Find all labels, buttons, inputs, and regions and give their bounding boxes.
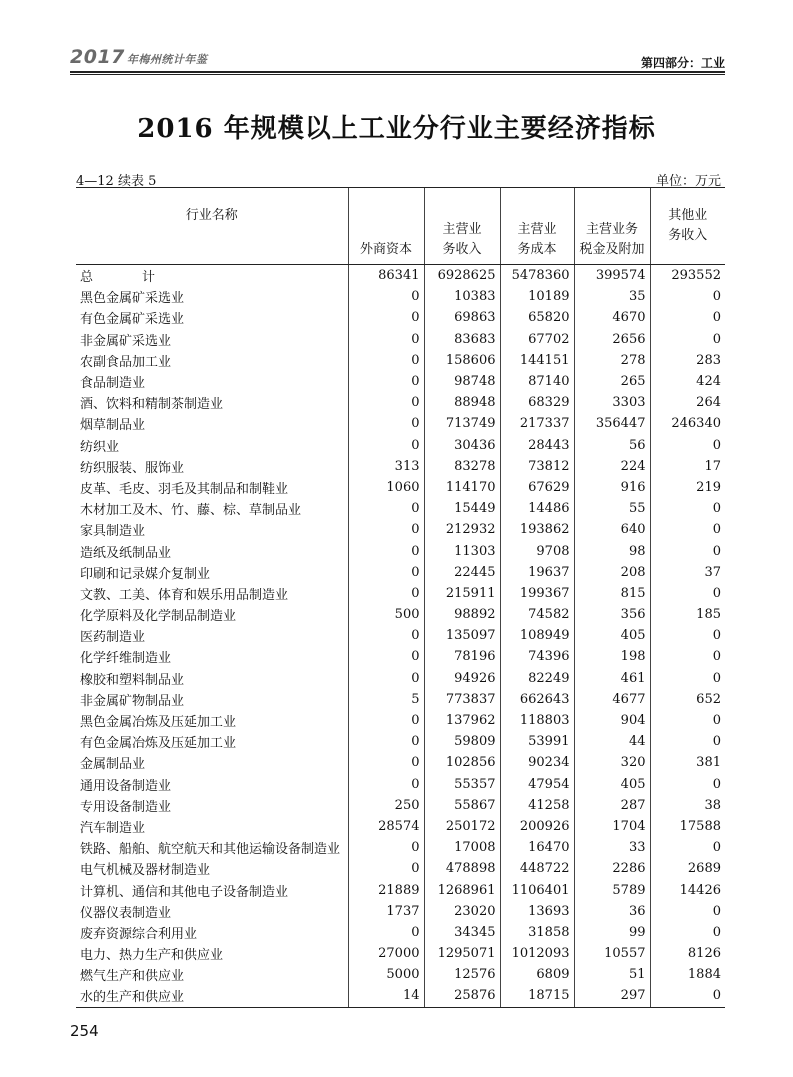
- value-cell: 12576: [424, 964, 500, 985]
- value-cell: 0: [348, 286, 424, 307]
- col-header-main-cost: 主营业 务成本: [500, 188, 574, 265]
- value-cell: 0: [348, 562, 424, 583]
- value-cell: 287: [574, 795, 650, 816]
- value-cell: 67702: [500, 329, 574, 350]
- page-title: 2016 年规模以上工业分行业主要经济指标: [137, 114, 656, 144]
- value-cell: 448722: [500, 858, 574, 879]
- industry-name-cell: 纺织服装、服饰业: [80, 460, 185, 476]
- value-cell: 0: [650, 583, 725, 604]
- value-cell: 2656: [574, 329, 650, 350]
- page-number: 254: [70, 1022, 99, 1040]
- table-row: [76, 625, 725, 646]
- value-cell: 215911: [424, 583, 500, 604]
- industry-name-cell: 汽车制造业: [80, 820, 146, 836]
- value-cell: 55867: [424, 795, 500, 816]
- table-body: [76, 265, 725, 1008]
- industry-name-cell: 专用设备制造业: [80, 799, 172, 815]
- value-cell: 114170: [424, 477, 500, 498]
- industry-name-cell: 医药制造业: [80, 630, 146, 646]
- value-cell: 652: [650, 689, 725, 710]
- value-cell: 0: [348, 371, 424, 392]
- value-cell: 55357: [424, 774, 500, 795]
- yearbook-name: 年梅州统计年鉴: [126, 53, 208, 66]
- value-cell: 0: [348, 583, 424, 604]
- industry-name-cell: 印刷和记录媒介复制业: [80, 566, 211, 582]
- value-cell: 0: [348, 710, 424, 731]
- value-cell: 28443: [500, 435, 574, 456]
- value-cell: 0: [650, 329, 725, 350]
- value-cell: 224: [574, 456, 650, 477]
- industry-name-cell: 酒、饮料和精制茶制造业: [80, 397, 224, 413]
- value-cell: 0: [650, 519, 725, 540]
- value-cell: 0: [348, 435, 424, 456]
- value-cell: 51: [574, 964, 650, 985]
- value-cell: 11303: [424, 540, 500, 561]
- value-cell: 904: [574, 710, 650, 731]
- header-rule-thin: [70, 74, 725, 75]
- table-row: [76, 901, 725, 922]
- table-row: [76, 858, 725, 879]
- value-cell: 5: [348, 689, 424, 710]
- col-header-industry: 行业名称: [76, 188, 348, 265]
- value-cell: 0: [348, 752, 424, 773]
- industry-name-cell: 燃气生产和供应业: [80, 969, 185, 985]
- value-cell: 0: [650, 307, 725, 328]
- value-cell: 18715: [500, 985, 574, 1007]
- industry-name-cell: 仪器仪表制造业: [80, 905, 172, 921]
- header-rule-thick: [70, 71, 725, 73]
- value-cell: 0: [650, 498, 725, 519]
- value-cell: 1737: [348, 901, 424, 922]
- value-cell: 10189: [500, 286, 574, 307]
- industry-name-cell: 废弃资源综合利用业: [80, 926, 198, 942]
- value-cell: 356: [574, 604, 650, 625]
- value-cell: 0: [650, 774, 725, 795]
- value-cell: 1704: [574, 816, 650, 837]
- value-cell: 0: [650, 625, 725, 646]
- page-header: [70, 46, 725, 72]
- value-cell: 0: [348, 392, 424, 413]
- value-cell: 5789: [574, 879, 650, 900]
- col-header-main-revenue: 主营业 务收入: [424, 188, 500, 265]
- value-cell: 185: [650, 604, 725, 625]
- table-row: [76, 265, 725, 287]
- value-cell: 3303: [574, 392, 650, 413]
- table-row: [76, 837, 725, 858]
- value-cell: 381: [650, 752, 725, 773]
- value-cell: 264: [650, 392, 725, 413]
- table-row: [76, 540, 725, 561]
- value-cell: 461: [574, 668, 650, 689]
- table-row: [76, 752, 725, 773]
- value-cell: 16470: [500, 837, 574, 858]
- table-row: [76, 583, 725, 604]
- value-cell: 41258: [500, 795, 574, 816]
- value-cell: 0: [650, 985, 725, 1007]
- value-cell: 212932: [424, 519, 500, 540]
- value-cell: 0: [348, 646, 424, 667]
- table-row: [76, 498, 725, 519]
- industry-name-cell: 通用设备制造业: [80, 778, 172, 794]
- value-cell: 78196: [424, 646, 500, 667]
- value-cell: 4677: [574, 689, 650, 710]
- value-cell: 90234: [500, 752, 574, 773]
- value-cell: 713749: [424, 413, 500, 434]
- value-cell: 773837: [424, 689, 500, 710]
- table-row: [76, 922, 725, 943]
- value-cell: 0: [650, 837, 725, 858]
- industry-name-cell: 造纸及纸制品业: [80, 545, 172, 561]
- value-cell: 0: [348, 922, 424, 943]
- value-cell: 33: [574, 837, 650, 858]
- industry-name-cell: 木材加工及木、竹、藤、棕、草制品业: [80, 503, 302, 519]
- industry-name-cell: 水的生产和供应业: [76, 985, 348, 1007]
- value-cell: 14486: [500, 498, 574, 519]
- value-cell: 0: [650, 731, 725, 752]
- value-cell: 200926: [500, 816, 574, 837]
- value-cell: 1060: [348, 477, 424, 498]
- value-cell: 73812: [500, 456, 574, 477]
- table-row: [76, 477, 725, 498]
- table-row: [76, 519, 725, 540]
- value-cell: 313: [348, 456, 424, 477]
- industry-name-cell: 非金属矿物制品业: [80, 693, 185, 709]
- value-cell: 297: [574, 985, 650, 1007]
- industry-name-cell: 家具制造业: [80, 524, 146, 540]
- value-cell: 55: [574, 498, 650, 519]
- industry-name-cell: 电力、热力生产和供应业: [80, 948, 224, 964]
- value-cell: 0: [348, 413, 424, 434]
- value-cell: 246340: [650, 413, 725, 434]
- value-cell: 23020: [424, 901, 500, 922]
- value-cell: 199367: [500, 583, 574, 604]
- value-cell: 0: [348, 625, 424, 646]
- industry-name-cell: 食品制造业: [80, 376, 146, 392]
- value-cell: 25876: [424, 985, 500, 1007]
- industry-name-cell: 文教、工美、体育和娱乐用品制造业: [80, 587, 289, 603]
- value-cell: 37: [650, 562, 725, 583]
- value-cell: 56: [574, 435, 650, 456]
- table-row: [76, 413, 725, 434]
- value-cell: 0: [650, 540, 725, 561]
- industry-name-cell: 非金属矿采选业: [80, 333, 172, 349]
- industry-name-cell: 金属制品业: [80, 757, 146, 773]
- table-row: [76, 879, 725, 900]
- value-cell: 208: [574, 562, 650, 583]
- industry-name-cell: 总 计: [80, 270, 174, 286]
- col-header-foreign-capital: 外商资本: [348, 188, 424, 265]
- value-cell: 478898: [424, 858, 500, 879]
- value-cell: 94926: [424, 668, 500, 689]
- value-cell: 0: [348, 329, 424, 350]
- value-cell: 14: [348, 985, 424, 1007]
- table-row: [76, 774, 725, 795]
- industry-name-cell: 化学原料及化学制品制造业: [80, 609, 237, 625]
- table-row: [76, 795, 725, 816]
- value-cell: 102856: [424, 752, 500, 773]
- value-cell: 283: [650, 350, 725, 371]
- value-cell: 17588: [650, 816, 725, 837]
- value-cell: 83683: [424, 329, 500, 350]
- value-cell: 69863: [424, 307, 500, 328]
- value-cell: 158606: [424, 350, 500, 371]
- value-cell: 0: [650, 435, 725, 456]
- value-cell: 27000: [348, 943, 424, 964]
- value-cell: 0: [650, 710, 725, 731]
- value-cell: 30436: [424, 435, 500, 456]
- value-cell: 0: [348, 774, 424, 795]
- value-cell: 0: [348, 307, 424, 328]
- table-row: [76, 562, 725, 583]
- industry-name-cell: 橡胶和塑料制品业: [80, 672, 185, 688]
- value-cell: 0: [650, 901, 725, 922]
- value-cell: 0: [650, 668, 725, 689]
- value-cell: 1106401: [500, 879, 574, 900]
- table-row: [76, 985, 725, 1007]
- table-row: [76, 816, 725, 837]
- value-cell: 53991: [500, 731, 574, 752]
- value-cell: 0: [650, 286, 725, 307]
- value-cell: 17: [650, 456, 725, 477]
- value-cell: 74582: [500, 604, 574, 625]
- value-cell: 98892: [424, 604, 500, 625]
- table-row: [76, 731, 725, 752]
- value-cell: 137962: [424, 710, 500, 731]
- table-id: 4—12 续表 5: [76, 174, 157, 189]
- value-cell: 17008: [424, 837, 500, 858]
- value-cell: 36: [574, 901, 650, 922]
- table-row: [76, 604, 725, 625]
- table-row: [76, 435, 725, 456]
- value-cell: 640: [574, 519, 650, 540]
- indicator-table: [76, 187, 725, 1008]
- value-cell: 0: [348, 350, 424, 371]
- value-cell: 500: [348, 604, 424, 625]
- value-cell: 0: [348, 731, 424, 752]
- value-cell: 59809: [424, 731, 500, 752]
- value-cell: 1012093: [500, 943, 574, 964]
- value-cell: 118803: [500, 710, 574, 731]
- industry-name-cell: 铁路、船舶、航空航天和其他运输设备制造业: [80, 842, 341, 858]
- value-cell: 1295071: [424, 943, 500, 964]
- value-cell: 83278: [424, 456, 500, 477]
- value-cell: 2689: [650, 858, 725, 879]
- value-cell: 916: [574, 477, 650, 498]
- value-cell: 98: [574, 540, 650, 561]
- table-row: [76, 964, 725, 985]
- value-cell: 98748: [424, 371, 500, 392]
- value-cell: 14426: [650, 879, 725, 900]
- table-row: [76, 329, 725, 350]
- value-cell: 22445: [424, 562, 500, 583]
- value-cell: 405: [574, 774, 650, 795]
- value-cell: 44: [574, 731, 650, 752]
- value-cell: 108949: [500, 625, 574, 646]
- value-cell: 99: [574, 922, 650, 943]
- value-cell: 399574: [574, 265, 650, 287]
- value-cell: 68329: [500, 392, 574, 413]
- value-cell: 135097: [424, 625, 500, 646]
- value-cell: 198: [574, 646, 650, 667]
- value-cell: 250172: [424, 816, 500, 837]
- value-cell: 0: [650, 646, 725, 667]
- value-cell: 144151: [500, 350, 574, 371]
- value-cell: 0: [348, 668, 424, 689]
- value-cell: 219: [650, 477, 725, 498]
- industry-name-cell: 有色金属矿采选业: [80, 312, 185, 328]
- value-cell: 8126: [650, 943, 725, 964]
- value-cell: 74396: [500, 646, 574, 667]
- value-cell: 6928625: [424, 265, 500, 287]
- value-cell: 15449: [424, 498, 500, 519]
- value-cell: 2286: [574, 858, 650, 879]
- value-cell: 278: [574, 350, 650, 371]
- col-header-other-revenue: 其他业 务收入: [650, 188, 725, 265]
- value-cell: 320: [574, 752, 650, 773]
- value-cell: 88948: [424, 392, 500, 413]
- value-cell: 217337: [500, 413, 574, 434]
- industry-name-cell: 烟草制品业: [80, 418, 146, 434]
- value-cell: 293552: [650, 265, 725, 287]
- unit-label: 单位：万元: [655, 174, 721, 189]
- table-row: [76, 350, 725, 371]
- table-row: [76, 943, 725, 964]
- value-cell: 82249: [500, 668, 574, 689]
- table-row: [76, 710, 725, 731]
- table-row: [76, 668, 725, 689]
- value-cell: 87140: [500, 371, 574, 392]
- table-row: [76, 392, 725, 413]
- value-cell: 250: [348, 795, 424, 816]
- value-cell: 4670: [574, 307, 650, 328]
- table-row: [76, 371, 725, 392]
- value-cell: 193862: [500, 519, 574, 540]
- value-cell: 67629: [500, 477, 574, 498]
- industry-name-cell: 计算机、通信和其他电子设备制造业: [80, 884, 289, 900]
- value-cell: 1884: [650, 964, 725, 985]
- value-cell: 10557: [574, 943, 650, 964]
- table-row: [76, 646, 725, 667]
- value-cell: 0: [348, 837, 424, 858]
- value-cell: 5478360: [500, 265, 574, 287]
- table-row: [76, 456, 725, 477]
- table-header-row: [76, 188, 725, 265]
- col-header-main-tax: 主营业务 税金及附加: [574, 188, 650, 265]
- value-cell: 424: [650, 371, 725, 392]
- industry-name-cell: 化学纤维制造业: [80, 651, 172, 667]
- yearbook-year: 2017: [70, 46, 125, 68]
- value-cell: 38: [650, 795, 725, 816]
- value-cell: 31858: [500, 922, 574, 943]
- table-row: [76, 286, 725, 307]
- value-cell: 0: [348, 519, 424, 540]
- table-row: [76, 307, 725, 328]
- value-cell: 356447: [574, 413, 650, 434]
- industry-name-cell: 农副食品加工业: [80, 354, 172, 370]
- value-cell: 815: [574, 583, 650, 604]
- value-cell: 35: [574, 286, 650, 307]
- value-cell: 265: [574, 371, 650, 392]
- value-cell: 0: [650, 922, 725, 943]
- value-cell: 0: [348, 498, 424, 519]
- value-cell: 10383: [424, 286, 500, 307]
- yearbook-title: [70, 46, 207, 68]
- value-cell: 5000: [348, 964, 424, 985]
- industry-name-cell: 纺织业: [80, 439, 120, 455]
- value-cell: 13693: [500, 901, 574, 922]
- value-cell: 6809: [500, 964, 574, 985]
- value-cell: 0: [348, 858, 424, 879]
- industry-name-cell: 有色金属冶炼及压延加工业: [80, 736, 237, 752]
- industry-name-cell: 黑色金属冶炼及压延加工业: [80, 715, 237, 731]
- value-cell: 405: [574, 625, 650, 646]
- value-cell: 662643: [500, 689, 574, 710]
- value-cell: 28574: [348, 816, 424, 837]
- value-cell: 0: [348, 540, 424, 561]
- value-cell: 19637: [500, 562, 574, 583]
- value-cell: 9708: [500, 540, 574, 561]
- industry-name-cell: 皮革、毛皮、羽毛及其制品和制鞋业: [80, 481, 289, 497]
- value-cell: 34345: [424, 922, 500, 943]
- value-cell: 21889: [348, 879, 424, 900]
- industry-name-cell: 电气机械及器材制造业: [80, 863, 211, 879]
- industry-name-cell: 黑色金属矿采选业: [80, 291, 185, 307]
- value-cell: 65820: [500, 307, 574, 328]
- value-cell: 1268961: [424, 879, 500, 900]
- table-row: [76, 689, 725, 710]
- section-label: 第四部分：工业: [640, 56, 725, 70]
- value-cell: 86341: [348, 265, 424, 287]
- value-cell: 47954: [500, 774, 574, 795]
